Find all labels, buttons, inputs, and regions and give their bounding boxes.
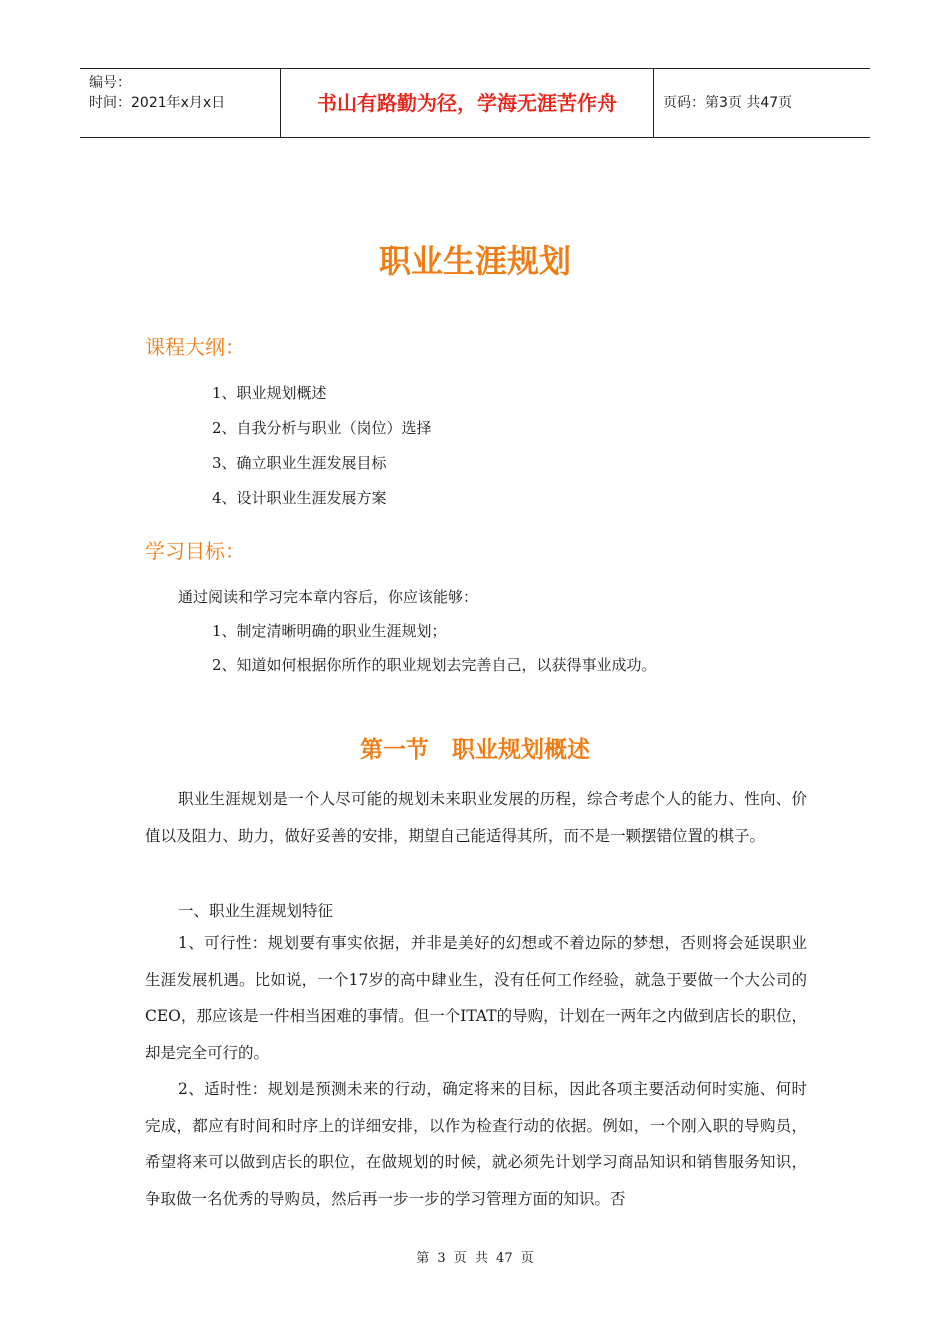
outline-item: 2、自我分析与职业（岗位）选择 (212, 419, 432, 437)
header-page-info: 页码：第3页 共47页 (663, 95, 793, 111)
date-label: 时间：2021年x月x日 (89, 95, 226, 111)
outline-heading: 课程大纲： (145, 335, 245, 359)
objective-item: 1、制定清晰明确的职业生涯规划； (212, 622, 447, 640)
page-footer: 第 3 页 共 47 页 (416, 1251, 534, 1266)
document-title: 职业生涯规划 (378, 242, 571, 280)
outline-item: 3、确立职业生涯发展目标 (212, 454, 387, 472)
paragraph-definition: 职业生涯规划是一个人尽可能的规划未来职业发展的历程，综合考虑个人的能力、性向、价值以及阻力、助力，做好妥善的安排，期望自己能适得其所，而不是一颗摆错位置的棋子。 (145, 790, 807, 845)
outline-item: 4、设计职业生涯发展方案 (212, 489, 387, 507)
paragraph-feasibility: 1、可行性：规划要有事实依据，并非是美好的幻想或不着边际的梦想，否则将会延误职业生涯发展机遇。比如说，一个17岁的高中肆业生，没有任何工作经验，就急于要做一个大公司的CEO，那应该是一件相当困难的事情。但一个ITAT的导购，计划在一两年之内做到店长的职位，却是完全可行的。 (145, 934, 807, 1062)
header-info-cell (80, 69, 281, 137)
objectives-intro: 通过阅读和学习完本章内容后，你应该能够： (178, 588, 479, 606)
section-title: 第一节 职业规划概述 (360, 737, 590, 763)
header-table (80, 68, 870, 138)
objectives-heading: 学习目标： (145, 539, 245, 563)
header-motto: 书山有路勤为径，学海无涯苦作舟 (281, 69, 654, 137)
outline-item: 1、职业规划概述 (212, 384, 327, 402)
subheading-features: 一、职业生涯规划特征 (178, 902, 334, 920)
number-label: 编号： (89, 75, 131, 91)
paragraph-timeliness: 2、适时性：规划是预测未来的行动，确定将来的目标，因此各项主要活动何时实施、何时完成，都应有时间和时序上的详细安排，以作为检查行动的依据。例如，一个刚入职的导购员，希望将来可以做到店长的职位，在做规划的时候，就必须先计划学习商品知识和销售服务知识，争取做一名优秀的导购员，然后再一步一步的学习管理方面的知识。否 (145, 1080, 807, 1208)
objective-item: 2、知道如何根据你所作的职业规划去完善自己，以获得事业成功。 (212, 656, 657, 674)
